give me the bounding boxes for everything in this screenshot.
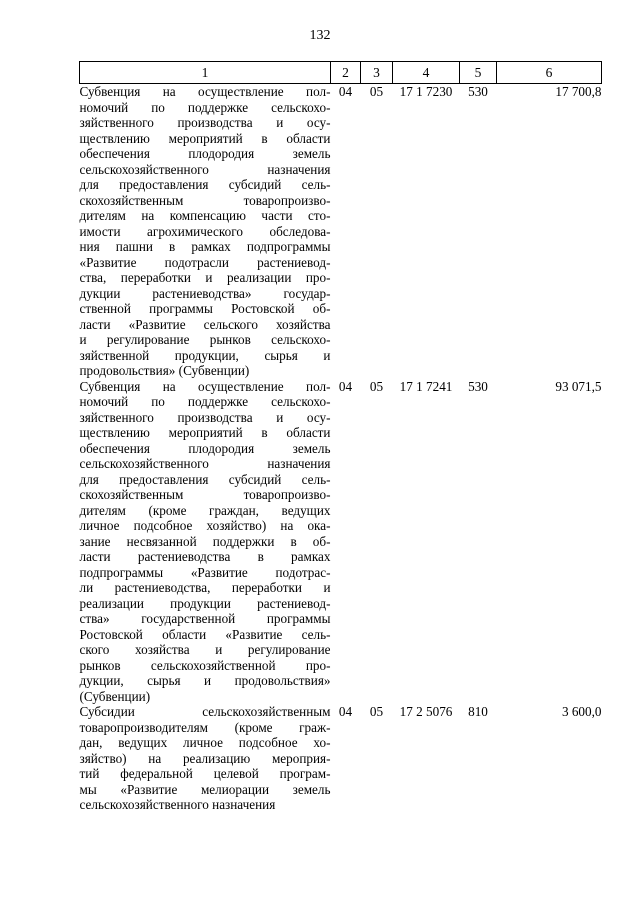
row-target-code: 17 1 7230 bbox=[399, 84, 453, 99]
description-line: зяйственного производства и осу- bbox=[79, 115, 331, 130]
description-line: Ростовской области «Развитие сель- bbox=[79, 626, 331, 642]
description-line: Субвенция на осуществление пол- bbox=[79, 84, 331, 99]
table-body bbox=[80, 84, 602, 813]
col-header-1: 1 bbox=[80, 62, 331, 84]
description-line: дукции, сырья и продовольствия» bbox=[79, 673, 331, 688]
description-line: сельскохозяйственного назначения bbox=[79, 456, 331, 471]
description-line: имости агрохимического обследова- bbox=[79, 223, 331, 239]
table-row bbox=[80, 84, 602, 379]
row-description bbox=[80, 379, 331, 705]
row-section-code: 04 bbox=[338, 704, 353, 719]
description-line: ществлению мероприятий в области bbox=[79, 425, 331, 440]
description-line: личное подсобное хозяйство) на ока- bbox=[79, 518, 331, 533]
description-line: Субсидии сельскохозяйственным bbox=[79, 704, 331, 719]
description-line: продовольствия» (Субвенции) bbox=[79, 363, 250, 378]
description-line: «Развитие подотрасли растениевод- bbox=[79, 254, 331, 270]
description-line: номочий по поддержке сельскохо- bbox=[79, 99, 331, 115]
row-description bbox=[80, 84, 331, 379]
description-line: дителям на компенсацию части сто- bbox=[79, 208, 331, 223]
row-amount: 93 071,5 bbox=[555, 378, 602, 394]
description-line: ласти растениеводства в рамках bbox=[79, 549, 331, 564]
description-line: дукции растениеводства» государ- bbox=[79, 285, 331, 301]
description-line: ственной программы Ростовской об- bbox=[79, 301, 331, 316]
description-line: и регулирование рынков сельскохо- bbox=[79, 332, 331, 347]
description-line: номочий по поддержке сельскохо- bbox=[79, 394, 331, 409]
col-header-2: 2 bbox=[331, 62, 361, 84]
description-line: дан, ведущих личное подсобное хо- bbox=[79, 735, 331, 750]
row-amount: 17 700,8 bbox=[555, 84, 602, 99]
description-line: зяйственного производства и осу- bbox=[79, 409, 331, 425]
description-line: Субвенция на осуществление пол- bbox=[79, 378, 331, 394]
description-line: обеспечения плодородия земель bbox=[79, 440, 331, 456]
budget-table bbox=[79, 61, 602, 813]
description-line: скохозяйственным товаропроизво- bbox=[79, 487, 331, 502]
description-line: сельскохозяйственного назначения bbox=[79, 161, 331, 177]
row-subsection-code: 05 bbox=[369, 704, 384, 719]
description-line: реализации продукции растениевод- bbox=[79, 595, 331, 611]
row-subsection-code: 05 bbox=[369, 378, 384, 394]
col-header-4: 4 bbox=[393, 62, 460, 84]
row-section-code: 04 bbox=[338, 84, 353, 99]
page-number: 132 bbox=[309, 28, 331, 43]
description-line: зяйственной продукции, сырья и bbox=[79, 347, 331, 363]
table-header-row bbox=[80, 62, 602, 84]
description-line: зание несвязанной поддержки в об- bbox=[79, 533, 331, 549]
description-line: ства, переработки и реализации про- bbox=[79, 270, 331, 285]
row-amount: 3 600,0 bbox=[561, 704, 602, 719]
col-header-6: 6 bbox=[497, 62, 602, 84]
description-line: дителям (кроме граждан, ведущих bbox=[79, 502, 331, 518]
row-expense-type: 530 bbox=[468, 84, 488, 99]
description-line: ния пашни в рамках подпрограммы bbox=[79, 239, 331, 254]
row-subsection-code: 05 bbox=[369, 84, 384, 99]
description-line: ли растениеводства, переработки и bbox=[79, 580, 331, 595]
table-row bbox=[80, 704, 602, 813]
description-line: ласти «Развитие сельского хозяйства bbox=[79, 316, 331, 332]
table-row bbox=[80, 379, 602, 705]
description-line: тий федеральной целевой програм- bbox=[79, 766, 331, 781]
description-line: товаропроизводителям (кроме граж- bbox=[79, 719, 331, 735]
row-expense-type: 810 bbox=[468, 704, 488, 719]
description-line: (Субвенции) bbox=[79, 688, 151, 704]
description-line: подпрограммы «Развитие подотрас- bbox=[79, 564, 331, 580]
description-line: для предоставления субсидий сель- bbox=[79, 177, 331, 192]
row-expense-type: 530 bbox=[468, 378, 488, 394]
description-line: рынков сельскохозяйственной про- bbox=[79, 657, 331, 673]
description-line: обеспечения плодородия земель bbox=[79, 146, 331, 161]
description-line: зяйство) на реализацию мероприя- bbox=[79, 750, 331, 766]
description-line: ского хозяйства и регулирование bbox=[79, 642, 331, 657]
description-line: мы «Развитие мелиорации земель bbox=[79, 781, 331, 797]
row-description bbox=[80, 704, 331, 813]
description-line: скохозяйственным товаропроизво- bbox=[79, 192, 331, 208]
row-section-code: 04 bbox=[338, 378, 353, 394]
description-line: ства» государственной программы bbox=[79, 611, 331, 626]
description-line: для предоставления субсидий сель- bbox=[79, 471, 331, 487]
col-header-3: 3 bbox=[361, 62, 393, 84]
col-header-5: 5 bbox=[460, 62, 497, 84]
row-target-code: 17 2 5076 bbox=[399, 704, 453, 719]
description-line: ществлению мероприятий в области bbox=[79, 130, 331, 146]
description-line: сельскохозяйственного назначения bbox=[79, 797, 276, 812]
row-target-code: 17 1 7241 bbox=[399, 378, 453, 394]
